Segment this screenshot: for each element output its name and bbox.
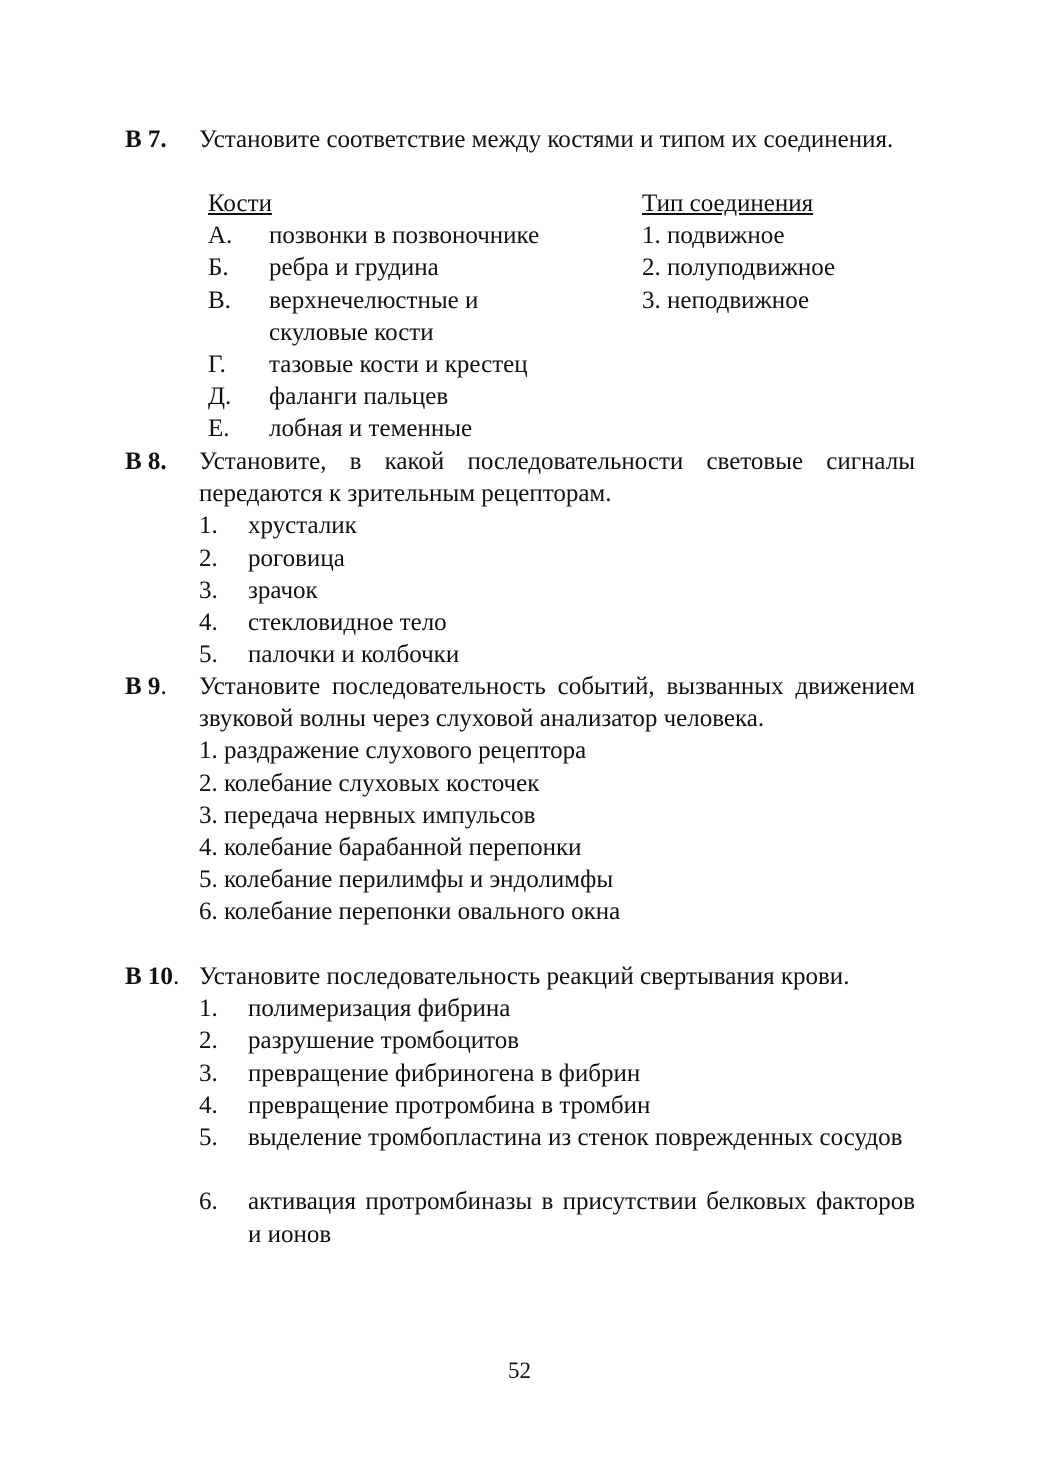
item-text: активация протромбиназы в присутствии белковых факторов и ионов <box>248 1188 915 1248</box>
question-b10 <box>125 961 915 1251</box>
item-text: стекловидное тело <box>248 608 447 636</box>
list-item <box>199 1025 915 1057</box>
question-b7 <box>125 124 915 156</box>
item-text: палочки и колбочки <box>248 641 460 669</box>
list-item <box>199 1090 915 1122</box>
item-marker: 5. <box>199 641 218 669</box>
item-marker: 3. <box>199 576 218 604</box>
item-marker: 2. <box>199 544 218 572</box>
item-marker: 4. <box>199 1091 218 1119</box>
list-item <box>199 993 915 1025</box>
item-marker: 1. <box>199 512 218 540</box>
column-header-bones: Кости <box>208 190 272 217</box>
item-marker: Д. <box>208 383 232 411</box>
list-item <box>208 349 628 381</box>
list-item: 2. полуподвижное <box>642 254 836 282</box>
list-item: 4. колебание барабанной перепонки <box>199 834 582 862</box>
item-marker: А. <box>208 222 233 250</box>
list-item <box>199 607 915 639</box>
list-item: 6. колебание перепонки овального окна <box>199 898 621 926</box>
item-text: тазовые кости и крестец <box>269 350 528 378</box>
question-text: Установите последовательность реакций свертывания крови. <box>199 963 850 990</box>
item-text: полимеризация фибрина <box>248 995 511 1023</box>
item-text: превращение протромбина в тромбин <box>248 1091 651 1119</box>
item-text: роговица <box>248 544 345 572</box>
item-marker: 5. <box>199 1123 218 1151</box>
item-marker: 2. <box>199 1027 218 1055</box>
item-marker: 4. <box>199 608 218 636</box>
list-item <box>199 510 915 542</box>
list-item <box>208 220 628 252</box>
question-number: В 9. <box>125 673 167 700</box>
list-item <box>199 1186 915 1250</box>
bones-column <box>208 188 628 446</box>
item-marker: 6. <box>199 1188 218 1216</box>
list-item <box>199 1058 915 1090</box>
question-text: Установите соответствие между костями и типом их соединения. <box>199 126 894 153</box>
question-number: В 7. <box>125 126 167 153</box>
question-b8 <box>125 446 915 671</box>
item-text: разрушение тромбоцитов <box>248 1027 520 1055</box>
item-text: фаланги пальцев <box>269 383 449 411</box>
item-marker: Б. <box>208 254 229 282</box>
list-item <box>208 413 628 445</box>
column-header-joint-type: Тип соединения <box>642 190 814 217</box>
list-item: 3. передача нервных импульсов <box>199 801 536 829</box>
item-text: верхнечелюстные и скуловые кости <box>269 286 479 346</box>
item-text: ребра и грудина <box>269 254 439 282</box>
question-text: Установите, в какой последовательности световые сигналы передаются к зрительным рецепторам. <box>199 448 915 508</box>
question-number: В 10. <box>125 963 180 990</box>
item-marker: В. <box>208 286 231 314</box>
list-item: 3. неподвижное <box>642 286 810 314</box>
list-item <box>208 252 628 284</box>
list-item <box>199 543 915 575</box>
item-text: превращение фибриногена в фибрин <box>248 1059 641 1087</box>
item-text: лобная и теменные <box>269 415 473 443</box>
item-text: позвонки в позвоночнике <box>269 222 540 250</box>
item-text: выделение тромбопластина из стенок поврежденных сосудов <box>248 1123 903 1151</box>
item-marker: Г. <box>208 350 226 378</box>
question-b9 <box>125 671 915 929</box>
item-text: хрусталик <box>248 512 357 540</box>
item-text: зрачок <box>248 576 318 604</box>
list-item: 1. подвижное <box>642 222 785 250</box>
item-marker: 1. <box>199 995 218 1023</box>
item-marker: Е. <box>208 415 230 443</box>
list-item: 1. раздражение слухового рецептора <box>199 737 587 765</box>
joint-type-column <box>642 188 902 317</box>
page-number: 52 <box>508 1358 531 1383</box>
list-item <box>208 381 628 413</box>
list-item <box>199 639 915 671</box>
item-marker: 3. <box>199 1059 218 1087</box>
question-text: Установите последовательность событий, вызванных движением звуковой волны через слуховой анализатор человека. <box>199 673 915 733</box>
list-item: 5. колебание перилимфы и эндолимфы <box>199 866 614 894</box>
list-item <box>199 1122 915 1186</box>
list-item: 2. колебание слуховых косточек <box>199 769 540 797</box>
list-item <box>199 575 915 607</box>
question-number: В 8. <box>125 448 167 475</box>
list-item <box>208 285 628 349</box>
